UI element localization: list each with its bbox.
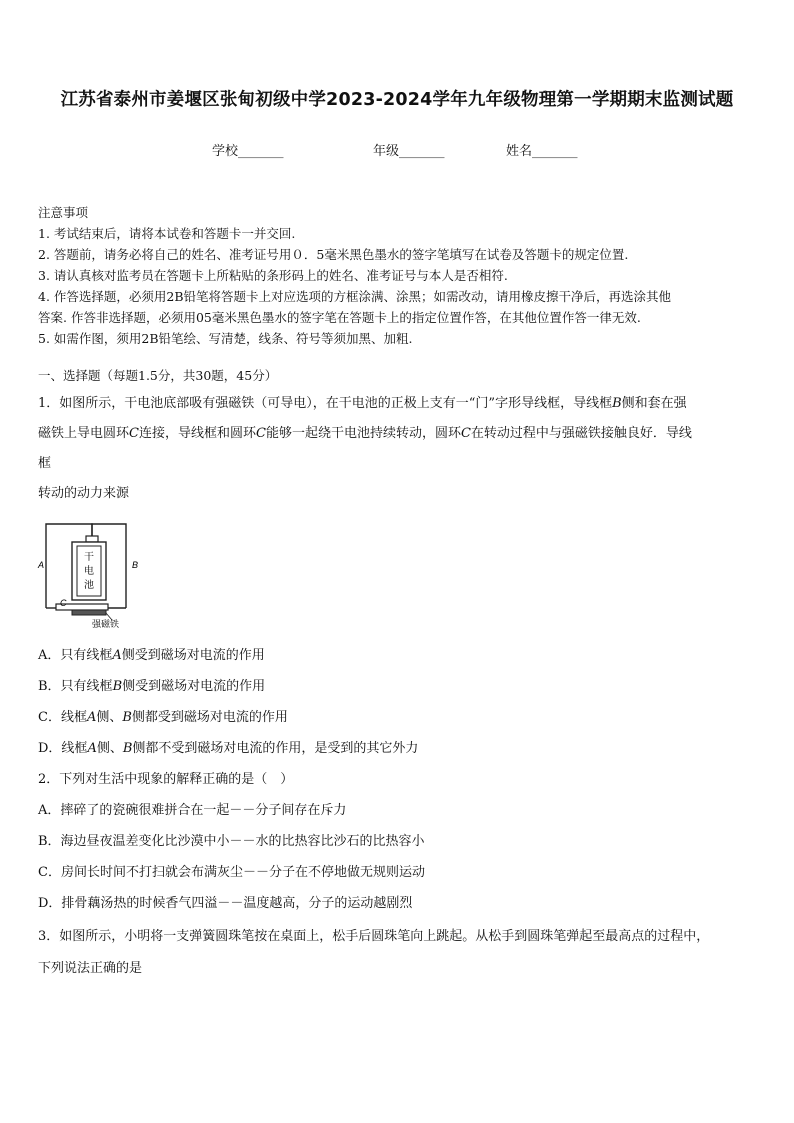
q1-option-c (38, 706, 288, 725)
note-item: 答案. 作答非选择题，必须用05毫米黑色墨水的签字笔在答题卡上的指定位置作答，在其他位置作答一律无效. (38, 310, 641, 325)
battery-char: 干 (84, 552, 94, 563)
battery-char: 池 (84, 580, 94, 591)
option-text: 侧都受到磁场对电流的作用 (131, 710, 288, 725)
option-text: 侧受到磁场对电流的作用 (122, 679, 266, 694)
q1-var-c: C (255, 426, 266, 441)
note-item: 5. 如需作图，须用2B铅笔绘、写清楚，线条、符号等须加黑、加粗. (38, 331, 413, 346)
q1-line3: 框 (38, 456, 52, 471)
label-a: A (38, 560, 45, 570)
q1-line4: 转动的动力来源 (38, 486, 130, 501)
option-var: B (112, 679, 123, 694)
q1-var-c: C (460, 426, 471, 441)
q2-option-a: A．摔碎了的瓷碗很难拼合在一起－－分子间存在斥力 (38, 803, 347, 818)
q2-option-c: C．房间长时间不打扫就会布满灰尘－－分子在不停地做无规则运动 (38, 865, 425, 880)
q1-line2-b: 连接，导线框和圆环 (138, 426, 256, 441)
section-heading: 一、选择题（每题1.5分，共30题，45分） (38, 368, 278, 383)
option-text: A．只有线框 (38, 648, 113, 663)
question-3-stem-line1: 3．如图所示，小明将一支弹簧圆珠笔按在桌面上，松手后圆珠笔向上跳起。从松手到圆珠笔弹起至最高点的过程中， (38, 929, 710, 944)
battery-terminal (86, 536, 98, 542)
q1-line1: 1．如图所示，干电池底部吸有强磁铁（可导电），在干电池的正极上支有一“门”字形导线框，导线框 (38, 396, 613, 411)
q1-option-a (38, 644, 265, 663)
option-text: 侧、 (96, 741, 123, 756)
option-text: 侧受到磁场对电流的作用 (121, 648, 265, 663)
note-item: 3. 请认真核对监考员在答题卡上所粘贴的条形码上的姓名、准考证号与本人是否相符. (38, 268, 508, 283)
option-text: 侧、 (96, 710, 123, 725)
option-text: D．线框 (38, 741, 88, 756)
option-var: A (112, 648, 122, 663)
question-2-stem: 2．下列对生活中现象的解释正确的是（ ） (38, 772, 294, 787)
q1-line2-d: 能够一起绕干电池持续转动，圆环 (265, 426, 461, 441)
option-var: A (87, 741, 97, 756)
student-info-row (0, 140, 794, 160)
magnet-pointer (106, 613, 112, 620)
option-var: B (122, 741, 133, 756)
label-b: B (132, 560, 139, 570)
q1-option-d (38, 737, 418, 756)
strong-magnet (72, 610, 106, 615)
notes-heading: 注意事项 (38, 205, 89, 220)
page-title: 江苏省泰州市姜堰区张甸初级中学2023-2024学年九年级物理第一学期期末监测试题 (60, 90, 734, 110)
q1-line2-a: 磁铁上导电圆环 (38, 426, 130, 441)
option-var: B (122, 710, 132, 725)
note-item: 1. 考试结束后，请将本试卷和答题卡一并交回. (38, 226, 296, 241)
label-c: C (60, 598, 67, 608)
q1-line2-e: 在转动过程中与强磁铁接触良好．导线 (470, 426, 692, 441)
note-item: 2. 答题前，请务必将自己的姓名、准考证号用０．5毫米黑色墨水的签字笔填写在试卷及答题卡的规定位置. (38, 247, 629, 262)
q1-var-b: B (612, 396, 622, 411)
q1-line1-end: 侧和套在强 (621, 396, 687, 411)
magnet-label: 强磁铁 (92, 620, 120, 630)
option-text: 侧都不受到磁场对电流的作用，是受到的其它外力 (132, 741, 419, 756)
q2-option-d: D．排骨藕汤热的时候香气四溢－－温度越高，分子的运动越剧烈 (38, 896, 413, 911)
option-text: C．线框 (38, 710, 87, 725)
name-field: 姓名_______ (506, 144, 578, 159)
question-1-stem (38, 389, 760, 509)
option-text: B．只有线框 (38, 679, 113, 694)
battery-char: 电 (84, 566, 94, 577)
school-field: 学校_______ (212, 144, 284, 159)
q1-option-b (38, 675, 265, 694)
question-3-stem-line2: 下列说法正确的是 (38, 961, 143, 976)
battery-frame-figure (34, 520, 154, 632)
grade-field: 年级_______ (373, 144, 445, 159)
notes-section (38, 202, 758, 349)
note-item: 4. 作答选择题，必须用2B铅笔将答题卡上对应选项的方框涂满、涂黑；如需改动，请用橡皮擦干净后，再选涂其他 (38, 289, 672, 304)
option-var: A (86, 710, 97, 725)
q2-option-b: B．海边昼夜温差变化比沙漠中小－－水的比热容比沙石的比热容小 (38, 834, 425, 849)
q1-var-c: C (129, 426, 139, 441)
